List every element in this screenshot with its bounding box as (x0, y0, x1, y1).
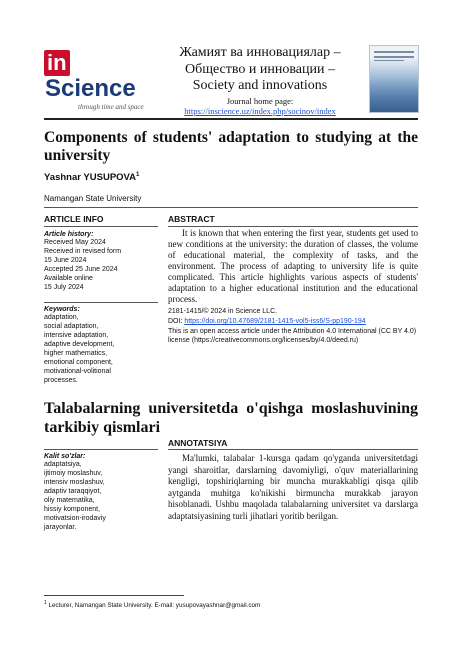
uz-keyword-item: adaptatsiya, (44, 461, 82, 468)
logo-science-text: Science (45, 75, 136, 102)
cover-title-bar (374, 51, 414, 53)
doi-link[interactable]: https://doi.org/10.47689/2181-1415-vol5-iss6/S-pp190-194 (184, 318, 366, 325)
copyright-line: 2181-1415/© 2024 in Science LLC. (168, 308, 278, 315)
footnote-marker: 1 (44, 600, 47, 606)
logo-in-text: in (44, 50, 70, 76)
uz-keyword-item: jarayonlar. (44, 524, 77, 531)
affiliation-divider (44, 207, 418, 208)
header-divider (44, 118, 418, 120)
article-title: Components of students' adaptation to studying at the university (44, 129, 418, 164)
journal-title-ru: Общество и инновации – (184, 61, 335, 77)
uzbek-title: Talabalarning universitetda o'qishga moslashuvining tarkibiy qismlari (44, 400, 418, 436)
journal-title-uz: Жамият ва инновациялар – (179, 45, 341, 60)
abstract-heading-rule (168, 226, 418, 227)
uz-keywords-rule (44, 449, 158, 450)
cover-subtitle-bar (374, 56, 414, 58)
keyword-item: social adaptation, (44, 323, 99, 330)
abstract-heading: ABSTRACT (168, 214, 215, 224)
keyword-item: processes. (44, 377, 78, 384)
author-name-text: Yashnar YUSUPOVA (44, 172, 137, 184)
annotation-heading: ANNOTATSIYA (168, 438, 228, 448)
keyword-item: intensive adaptation, (44, 332, 109, 339)
journal-cover-image (369, 45, 419, 113)
journal-title-en: Society and innovations (192, 78, 328, 93)
uz-keyword-item: oliy matematika, (44, 497, 95, 504)
author-footnote-marker: 1 (136, 172, 140, 178)
history-line: Received May 2024 (44, 239, 106, 246)
keyword-item: higher mathematics, (44, 350, 108, 357)
info-heading-rule (44, 226, 158, 227)
keywords-label: Keywords: (44, 306, 80, 313)
uz-keyword-item: motivatsion-irodaviy (44, 515, 106, 522)
abstract-text: It is known that when entering the first year, students get used to new conditions at the university: the duration of classes, the volume of educational material, the complexity of tasks, and the environment. The process of adapting to university life is quite complicated. This article highlights various aspects of students' adaptation to a higher educational institution and the educational process. (168, 228, 418, 304)
keyword-item: emotional component, (44, 359, 113, 366)
author-name (44, 172, 139, 183)
article-history (44, 231, 158, 292)
keyword-item: motivational-volitional (44, 368, 111, 375)
annotation-heading-rule (168, 449, 418, 450)
history-line: Received in revised form (44, 248, 122, 255)
uz-keyword-item: intensiv moslashuv, (44, 479, 105, 486)
license-text: This is an open access article under the Attribution 4.0 International (CC BY 4.0) license (https://creativecommons.org/licenses/by/4.0/deed.ru) (168, 328, 417, 345)
author-footnote (44, 600, 260, 609)
doi-line (168, 317, 418, 326)
doi-label: DOI: (168, 318, 183, 325)
uz-keyword-item: ijtimoiy moslashuv, (44, 470, 103, 477)
keywords-block (44, 306, 158, 385)
history-line: 15 June 2024 (44, 257, 87, 264)
article-history-label: Article history: (44, 231, 94, 238)
footnote-divider (44, 595, 184, 596)
history-line: Accepted 25 June 2024 (44, 266, 118, 273)
author-affiliation: Namangan State University (44, 194, 142, 203)
journal-homepage-link[interactable]: https://inscience.uz/index.php/socinov/index (184, 105, 336, 116)
uz-keyword-item: hissiy komponent, (44, 506, 101, 513)
annotation-text: Ma'lumki, talabalar 1-kursga qadam qo'yganda universitetdagi yangi sharoitlar, darslarning davomiyligi, o'quv materiallarining kengligi, topshiriqlarning bir muncha murakkabligi qisqa qilib aytganda muhitga ko'nikishi birmuncha murakkab jarayon hisoblanadi. Ushbu maqolada talabalarning universitet va darslarga adaptatsiyasining turli jihatlari yoritib berilgan. (168, 453, 418, 521)
cover-subtitle-bar (374, 60, 404, 61)
footnote-text: Lecturer, Namangan State University. E-mail: yusupovayashnar@gmail.com (48, 602, 261, 610)
uz-keywords-block (44, 453, 158, 532)
history-divider (44, 302, 158, 303)
logo-tagline: through time and space (78, 103, 144, 111)
keyword-item: adaptation, (44, 314, 79, 321)
uz-keywords-label: Kalit so'zlar: (44, 453, 86, 460)
journal-header (160, 45, 360, 116)
journal-homepage-label: Journal home page: (226, 95, 294, 106)
publisher-logo (44, 50, 144, 111)
article-info-heading: ARTICLE INFO (44, 214, 104, 224)
uz-keyword-item: adaptiv taraqqiyot, (44, 488, 102, 495)
history-line: 15 July 2024 (44, 284, 84, 291)
history-line: Available online (44, 275, 93, 282)
keyword-item: adaptive development, (44, 341, 115, 348)
